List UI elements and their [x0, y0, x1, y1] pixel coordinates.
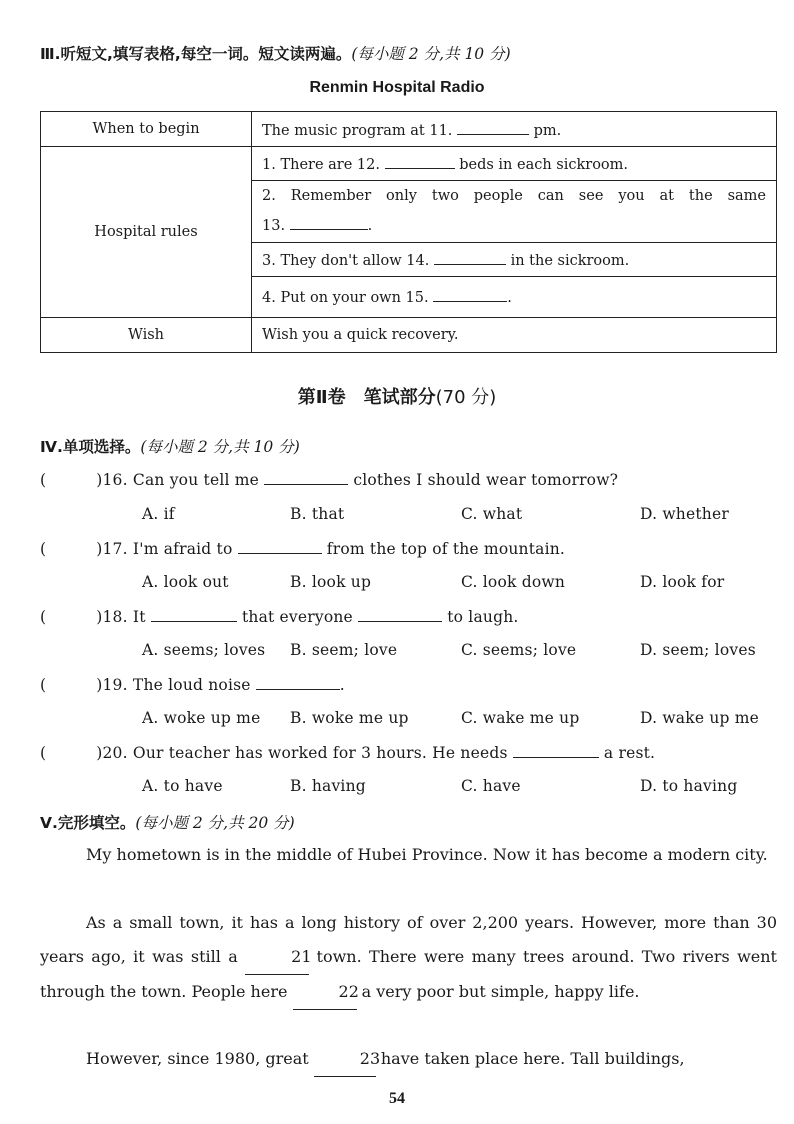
question-text: that everyone [241, 608, 353, 626]
blank-13[interactable] [290, 215, 368, 230]
row-label-rules: Hospital rules [41, 147, 252, 318]
option-b[interactable]: B. woke me up [290, 709, 409, 727]
table-row [41, 112, 777, 147]
cell-text: pm. [533, 122, 562, 139]
cell-text: 13. [262, 218, 286, 235]
option-b[interactable]: B. seem; love [290, 641, 398, 659]
cloze-paragraph-1: My hometown is in the middle of Hubei Province. Now it has become a modern city. [86, 845, 768, 864]
part-2-title-text: 第Ⅱ卷 笔试部分 [297, 387, 436, 408]
page-number: 54 [389, 1090, 405, 1107]
cell-text: in the sickroom. [510, 252, 630, 269]
option-a[interactable]: A. seems; loves [142, 641, 266, 659]
question-blank[interactable] [256, 675, 340, 690]
table-row [41, 317, 777, 352]
cloze-blank-23[interactable]: 23 [314, 1042, 376, 1077]
section-4-note: (每小题 2 分,共 10 分) [140, 438, 300, 456]
cell-text: The music program at 11. [262, 122, 453, 139]
section-5-note: (每小题 2 分,共 20 分) [135, 814, 295, 832]
paragraph-text: have taken place here. Tall buildings, [380, 1049, 685, 1068]
question-text: to laugh. [447, 608, 519, 626]
option-c[interactable]: C. look down [461, 573, 566, 591]
question-19: ( )19. The loud noise . [40, 676, 345, 694]
wish-text: Wish you a quick recovery. [252, 317, 777, 352]
table-cell [252, 147, 777, 181]
cell-text: 3. They don't allow 14. [262, 252, 430, 269]
cell-text: 2. Remember only two people can see you at the same [262, 188, 766, 205]
cloze-paragraph-3 [40, 1042, 777, 1077]
question-text: a rest. [603, 744, 656, 762]
paragraph-text: However, since 1980, great [86, 1049, 309, 1068]
paragraph-text: As a small town, it has a long history of over 2,200 years. However, more than 30 years ago, it was still a [40, 913, 777, 966]
question-20: ( )20. Our teacher has worked for 3 hours. He needs a rest. [40, 744, 656, 762]
question-text: It [132, 608, 146, 626]
blank-15[interactable] [433, 287, 507, 302]
option-d[interactable]: D. to having [640, 777, 738, 795]
section-3-note: (每小题 2 分,共 10 分) [351, 45, 511, 63]
section-4-label: Ⅳ.单项选择。 [40, 438, 141, 456]
section-5-header [40, 811, 295, 833]
question-text: . [339, 676, 345, 694]
question-text: Can you tell me [132, 471, 260, 489]
option-a[interactable]: A. if [142, 505, 175, 523]
blank-11[interactable] [457, 120, 529, 135]
cell-text: beds in each sickroom. [459, 157, 629, 174]
row-label-when: When to begin [41, 112, 252, 147]
option-c[interactable]: C. have [461, 777, 521, 795]
paragraph-text: a very poor but simple, happy life. [361, 982, 640, 1001]
option-b[interactable]: B. having [290, 777, 366, 795]
blank-14[interactable] [434, 250, 506, 265]
question-text: Our teacher has worked for 3 hours. He needs [132, 744, 508, 762]
question-blank[interactable] [151, 607, 237, 622]
option-b[interactable]: B. look up [290, 573, 372, 591]
question-18: ( )18. It that everyone to laugh. [40, 608, 519, 626]
option-c[interactable]: C. what [461, 505, 523, 523]
question-number: 19. [102, 676, 128, 694]
option-d[interactable]: D. look for [640, 573, 725, 591]
option-d[interactable]: D. wake up me [640, 709, 760, 727]
option-a[interactable]: A. to have [142, 777, 223, 795]
question-number: 18. [102, 608, 128, 626]
option-b[interactable]: B. that [290, 505, 345, 523]
blank-12[interactable] [385, 154, 455, 169]
question-text: from the top of the mountain. [326, 540, 566, 558]
table-cell [252, 112, 777, 147]
table-cell [252, 181, 777, 242]
cloze-blank-22[interactable]: 22 [293, 975, 357, 1010]
cell-text: 4. Put on your own 15. [262, 290, 429, 307]
section-4-header [40, 435, 300, 457]
question-text: The loud noise [132, 676, 251, 694]
cloze-blank-21[interactable]: 21 [245, 940, 309, 975]
section-3-header [40, 42, 511, 64]
cell-text: . [367, 218, 373, 235]
option-d[interactable]: D. whether [640, 505, 729, 523]
question-text: I'm afraid to [132, 540, 233, 558]
question-blank[interactable] [264, 470, 348, 485]
cell-text: . [507, 290, 512, 307]
table-cell [252, 242, 777, 276]
table-cell [252, 276, 777, 317]
question-17: ( )17. I'm afraid to from the top of the mountain. [40, 540, 566, 558]
table-row [41, 147, 777, 181]
question-number: 20. [102, 744, 128, 762]
part-2-points: (70 分) [435, 387, 497, 408]
question-blank[interactable] [358, 607, 442, 622]
option-a[interactable]: A. look out [142, 573, 229, 591]
question-number: 17. [102, 540, 128, 558]
radio-table [40, 111, 777, 353]
option-d[interactable]: D. seem; loves [640, 641, 756, 659]
question-16: ( )16. Can you tell me clothes I should wear tomorrow? [40, 471, 619, 489]
question-blank[interactable] [513, 743, 599, 758]
part-2-title [0, 383, 794, 409]
question-blank[interactable] [238, 539, 322, 554]
row-label-wish: Wish [41, 317, 252, 352]
cloze-paragraph-2 [40, 906, 777, 1010]
option-a[interactable]: A. woke up me [142, 709, 261, 727]
question-text: clothes I should wear tomorrow? [353, 471, 619, 489]
option-c[interactable]: C. seems; love [461, 641, 577, 659]
section-5-label: Ⅴ.完形填空。 [40, 814, 136, 832]
table-title: Renmin Hospital Radio [309, 79, 485, 96]
paragraph-text: town. There were many trees around. Two rivers went through the town. People here [40, 947, 777, 1001]
section-3-label: Ⅲ.听短文,填写表格,每空一词。短文读两遍。 [40, 45, 352, 63]
option-c[interactable]: C. wake me up [461, 709, 580, 727]
cell-text: 1. There are 12. [262, 157, 380, 174]
question-number: 16. [102, 471, 128, 489]
